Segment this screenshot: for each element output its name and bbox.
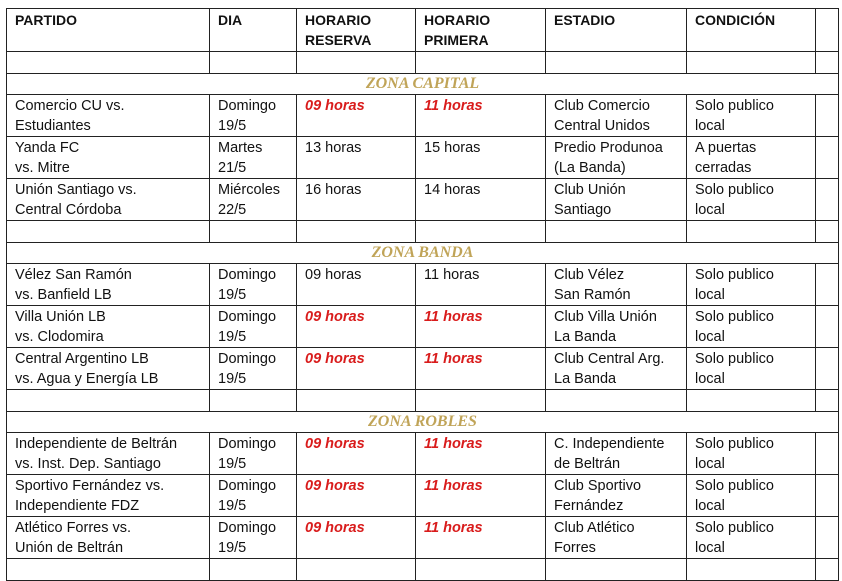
match-condition-line1: Solo publico: [695, 351, 774, 367]
match-teams-line2: Unión de Beltrán: [15, 540, 124, 556]
match-row: [7, 517, 839, 559]
match-condition: [687, 264, 816, 306]
empty-cell: [816, 433, 839, 475]
match-stadium-line2: Fernández: [554, 498, 624, 514]
match-stadium: [546, 264, 687, 306]
match-row: [7, 306, 839, 348]
empty-cell: [816, 348, 839, 390]
empty-cell: [210, 52, 297, 74]
empty-cell: [816, 137, 839, 179]
match-day: [210, 179, 297, 221]
header-horario-reserva: [297, 9, 416, 52]
header-reserva-line1: HORARIO: [305, 12, 372, 28]
match-teams: [7, 179, 210, 221]
match-stadium: [546, 517, 687, 559]
match-day: [210, 264, 297, 306]
match-primera-time: [416, 306, 546, 348]
match-teams: [7, 433, 210, 475]
empty-cell: [687, 559, 816, 581]
empty-cell: [416, 559, 546, 581]
zone-header-row: [7, 243, 839, 264]
match-reserva-time-line1: 09 horas: [305, 267, 362, 283]
match-day: [210, 517, 297, 559]
match-primera-time-line1: 14 horas: [424, 182, 481, 198]
match-day-line2: 22/5: [218, 202, 247, 218]
empty-cell: [7, 221, 210, 243]
empty-cell: [546, 221, 687, 243]
match-stadium: [546, 433, 687, 475]
match-teams: [7, 348, 210, 390]
match-teams-line2: Independiente FDZ: [15, 498, 140, 514]
match-stadium-line2: La Banda: [554, 329, 617, 345]
match-primera-time: [416, 475, 546, 517]
header-extra: [816, 9, 839, 52]
empty-cell: [687, 221, 816, 243]
match-teams-line1: Atlético Forres vs.: [15, 520, 132, 536]
match-reserva-time: [297, 137, 416, 179]
match-row: [7, 433, 839, 475]
match-condition: [687, 137, 816, 179]
empty-cell: [687, 52, 816, 74]
match-stadium-line1: Club Comercio: [554, 98, 650, 114]
header-row: [7, 9, 839, 52]
match-condition-line2: local: [695, 329, 725, 345]
match-teams: [7, 137, 210, 179]
match-stadium-line1: Club Unión: [554, 182, 626, 198]
match-day-line1: Domingo: [218, 351, 277, 367]
match-reserva-time: [297, 179, 416, 221]
match-stadium-line2: La Banda: [554, 371, 617, 387]
match-condition-line2: local: [695, 371, 725, 387]
match-reserva-time-line1: 16 horas: [305, 182, 362, 198]
match-day-line2: 19/5: [218, 456, 247, 472]
header-reserva-line2: RESERVA: [305, 32, 372, 48]
empty-cell: [816, 179, 839, 221]
fixture-table: [6, 8, 839, 581]
empty-cell: [816, 306, 839, 348]
match-row: [7, 95, 839, 137]
match-teams-line1: Independiente de Beltrán: [15, 436, 178, 452]
match-day-line1: Miércoles: [218, 182, 281, 198]
header-condicion: CONDICIÓN: [687, 9, 816, 52]
match-condition-line1: Solo publico: [695, 309, 774, 325]
match-primera-time: [416, 137, 546, 179]
empty-cell: [687, 390, 816, 412]
match-day: [210, 433, 297, 475]
spacer-row: [7, 221, 839, 243]
match-day-line1: Domingo: [218, 309, 277, 325]
match-reserva-time: [297, 517, 416, 559]
match-teams: [7, 517, 210, 559]
empty-cell: [816, 221, 839, 243]
match-day-line1: Domingo: [218, 98, 277, 114]
match-condition-line2: cerradas: [695, 160, 752, 176]
match-stadium-line2: de Beltrán: [554, 456, 621, 472]
match-stadium-line2: Forres: [554, 540, 596, 556]
empty-cell: [7, 390, 210, 412]
match-condition-line2: local: [695, 456, 725, 472]
match-row: [7, 264, 839, 306]
match-reserva-time: [297, 348, 416, 390]
match-day: [210, 475, 297, 517]
match-condition: [687, 306, 816, 348]
empty-cell: [416, 52, 546, 74]
match-day-line2: 19/5: [218, 329, 247, 345]
match-reserva-time: [297, 264, 416, 306]
match-day-line1: Domingo: [218, 436, 277, 452]
match-day: [210, 137, 297, 179]
match-teams-line1: Yanda FC: [15, 140, 80, 156]
empty-cell: [297, 52, 416, 74]
match-condition-line1: Solo publico: [695, 98, 774, 114]
match-condition-line2: local: [695, 202, 725, 218]
empty-cell: [297, 221, 416, 243]
match-reserva-time: [297, 433, 416, 475]
match-reserva-time: [297, 306, 416, 348]
match-stadium-line1: Club Central Arg.: [554, 351, 665, 367]
match-condition-line2: local: [695, 287, 725, 303]
match-stadium-line2: Central Unidos: [554, 118, 650, 134]
match-reserva-time-line1: 09 horas: [305, 436, 365, 452]
spacer-row: [7, 52, 839, 74]
match-condition-line2: local: [695, 540, 725, 556]
match-teams: [7, 264, 210, 306]
match-teams: [7, 475, 210, 517]
match-primera-time: [416, 264, 546, 306]
header-primera-line1: HORARIO: [424, 12, 491, 28]
match-teams-line2: vs. Clodomira: [15, 329, 104, 345]
empty-cell: [816, 390, 839, 412]
match-primera-time-line1: 11 horas: [424, 520, 483, 536]
fixture-body: [7, 52, 839, 581]
empty-cell: [546, 390, 687, 412]
match-stadium: [546, 179, 687, 221]
empty-cell: [816, 559, 839, 581]
match-teams-line1: Vélez San Ramón: [15, 267, 132, 283]
match-day-line1: Domingo: [218, 478, 277, 494]
match-primera-time: [416, 433, 546, 475]
match-teams-line1: Sportivo Fernández vs.: [15, 478, 165, 494]
zone-header-row: [7, 74, 839, 95]
match-reserva-time-line1: 09 horas: [305, 98, 365, 114]
match-day-line2: 19/5: [218, 498, 247, 514]
header-dia: DIA: [210, 9, 297, 52]
match-stadium: [546, 95, 687, 137]
match-condition-line2: local: [695, 118, 725, 134]
match-row: [7, 137, 839, 179]
match-teams-line1: Central Argentino LB: [15, 351, 149, 367]
match-condition: [687, 95, 816, 137]
zone-title: ZONA CAPITAL: [7, 74, 839, 95]
match-reserva-time-line1: 09 horas: [305, 520, 365, 536]
match-reserva-time-line1: 13 horas: [305, 140, 362, 156]
match-day: [210, 95, 297, 137]
match-day-line2: 19/5: [218, 371, 247, 387]
match-day-line2: 19/5: [218, 540, 247, 556]
match-reserva-time: [297, 95, 416, 137]
match-teams-line2: vs. Inst. Dep. Santiago: [15, 456, 161, 472]
match-condition-line1: Solo publico: [695, 267, 774, 283]
match-condition-line1: Solo publico: [695, 182, 774, 198]
empty-cell: [297, 390, 416, 412]
match-condition-line1: Solo publico: [695, 436, 774, 452]
match-primera-time-line1: 11 horas: [424, 309, 483, 325]
match-primera-time-line1: 11 horas: [424, 436, 483, 452]
spacer-row: [7, 559, 839, 581]
match-condition: [687, 517, 816, 559]
empty-cell: [816, 95, 839, 137]
header-partido: PARTIDO: [7, 9, 210, 52]
match-condition: [687, 433, 816, 475]
match-day: [210, 348, 297, 390]
match-stadium: [546, 348, 687, 390]
empty-cell: [297, 559, 416, 581]
spacer-row: [7, 390, 839, 412]
empty-cell: [816, 475, 839, 517]
match-day-line1: Martes: [218, 140, 263, 156]
match-primera-time: [416, 179, 546, 221]
match-day-line2: 19/5: [218, 287, 247, 303]
match-primera-time-line1: 11 horas: [424, 351, 483, 367]
header-primera-line2: PRIMERA: [424, 32, 489, 48]
empty-cell: [210, 390, 297, 412]
match-reserva-time-line1: 09 horas: [305, 351, 365, 367]
match-teams-line1: Comercio CU vs.: [15, 98, 125, 114]
header-horario-primera: [416, 9, 546, 52]
match-teams-line2: vs. Banfield LB: [15, 287, 112, 303]
match-stadium: [546, 475, 687, 517]
empty-cell: [7, 52, 210, 74]
match-stadium-line1: Club Atlético: [554, 520, 635, 536]
match-reserva-time-line1: 09 horas: [305, 309, 365, 325]
match-condition: [687, 475, 816, 517]
match-reserva-time-line1: 09 horas: [305, 478, 365, 494]
match-day-line1: Domingo: [218, 520, 277, 536]
match-day-line2: 19/5: [218, 118, 247, 134]
match-condition-line1: Solo publico: [695, 478, 774, 494]
empty-cell: [210, 221, 297, 243]
match-row: [7, 179, 839, 221]
match-day-line2: 21/5: [218, 160, 247, 176]
match-row: [7, 475, 839, 517]
empty-cell: [816, 264, 839, 306]
match-primera-time: [416, 95, 546, 137]
match-reserva-time: [297, 475, 416, 517]
match-stadium-line2: (La Banda): [554, 160, 626, 176]
match-stadium-line2: Santiago: [554, 202, 612, 218]
empty-cell: [416, 390, 546, 412]
match-primera-time-line1: 11 horas: [424, 98, 483, 114]
match-stadium-line1: Club Sportivo: [554, 478, 642, 494]
match-primera-time-line1: 11 horas: [424, 478, 483, 494]
match-condition-line1: A puertas: [695, 140, 757, 156]
match-stadium: [546, 137, 687, 179]
header-estadio: ESTADIO: [546, 9, 687, 52]
match-stadium-line1: Club Vélez: [554, 267, 625, 283]
empty-cell: [210, 559, 297, 581]
empty-cell: [546, 559, 687, 581]
match-teams: [7, 306, 210, 348]
match-teams-line1: Villa Unión LB: [15, 309, 106, 325]
match-condition: [687, 348, 816, 390]
match-primera-time-line1: 11 horas: [424, 267, 480, 283]
empty-cell: [816, 517, 839, 559]
empty-cell: [546, 52, 687, 74]
match-primera-time: [416, 517, 546, 559]
match-day: [210, 306, 297, 348]
match-row: [7, 348, 839, 390]
match-primera-time: [416, 348, 546, 390]
match-condition: [687, 179, 816, 221]
match-stadium-line2: San Ramón: [554, 287, 631, 303]
match-teams: [7, 95, 210, 137]
empty-cell: [416, 221, 546, 243]
match-teams-line2: Estudiantes: [15, 118, 91, 134]
match-teams-line2: Central Córdoba: [15, 202, 122, 218]
match-stadium-line1: C. Independiente: [554, 436, 665, 452]
match-condition-line1: Solo publico: [695, 520, 774, 536]
match-condition-line2: local: [695, 498, 725, 514]
zone-header-row: [7, 412, 839, 433]
zone-title: ZONA ROBLES: [7, 412, 839, 433]
match-stadium: [546, 306, 687, 348]
match-teams-line1: Unión Santiago vs.: [15, 182, 137, 198]
match-teams-line2: vs. Agua y Energía LB: [15, 371, 159, 387]
zone-title: ZONA BANDA: [7, 243, 839, 264]
match-stadium-line1: Club Villa Unión: [554, 309, 657, 325]
match-day-line1: Domingo: [218, 267, 277, 283]
empty-cell: [816, 52, 839, 74]
match-primera-time-line1: 15 horas: [424, 140, 481, 156]
match-stadium-line1: Predio Produnoa: [554, 140, 663, 156]
empty-cell: [7, 559, 210, 581]
match-teams-line2: vs. Mitre: [15, 160, 70, 176]
